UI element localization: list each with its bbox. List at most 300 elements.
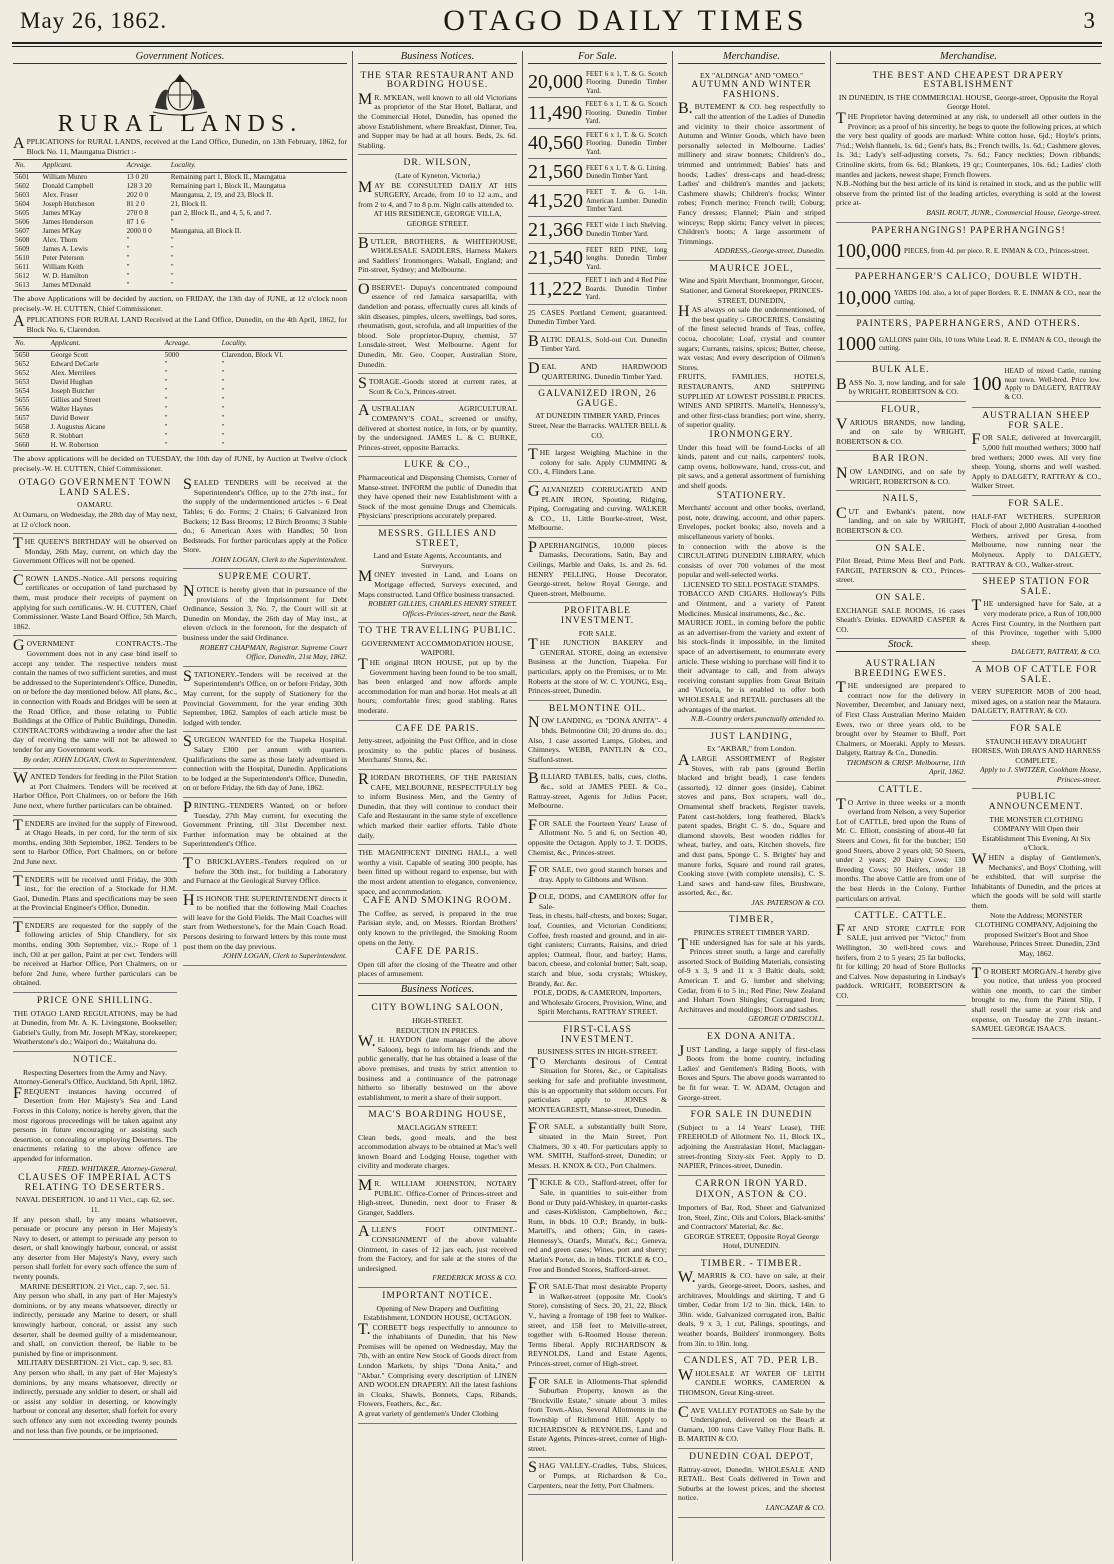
ad-body: In connection with the above is the CIRCULATING DUNEDIN LIBRARY, which consists of over 700 volumes of the most popular and well-selected works. (678, 541, 825, 580)
big-number-row (836, 331, 1101, 357)
cell-number: 5603 (15, 190, 30, 199)
column-government (8, 51, 352, 1561)
ad-fourteen-years-lease: FOR SALE the Fourteen Years' Lease of Allotment No. 5 and 6, on Section 40, opposite the Octagon. Apply to J. T. DODS, Chemist, &c., Princes-street. (528, 816, 667, 862)
ad-heading: IMPORTANT NOTICE. (382, 1290, 493, 1301)
table-row (13, 432, 347, 441)
ad-signature: LANCAZAR & CO. (765, 1502, 825, 1512)
ad-pilot-station: WANTED Tenders for feeding in the Pilot Station at Port Chalmers. Tenders will be received at Harbor Office, Port Chalmers, on or before the 16th June next, where further particulars can be obtained. (13, 769, 177, 815)
table-row (13, 263, 347, 272)
cell-acreage: " (164, 395, 168, 404)
ad-subheading: GOVERNMENT ACCOMMODATION HOUSE, WAIPORI. (361, 638, 514, 658)
ad-cafe-de-paris (358, 721, 517, 770)
issue-date: May 26, 1862. (20, 8, 168, 33)
ad-subheading: Opening of New Drapery and Outfitting Establishment, LONDON HOUSE, OCTAGON. (363, 1303, 512, 1323)
cell-number: 5604 (15, 199, 30, 208)
ad-star-restaurant (358, 68, 517, 156)
cell-acreage: " (126, 244, 130, 253)
ad-body: (Subject to a 14 Years' Lease), THE FREEHOLD of Allotment No. 11, Block IX., adjoining the Australasian Hotel, Maclaggan-street-fronting Sixty-six Feet. Apply to D. NAPIER, Princes-street, Dunedin. (678, 1122, 825, 1171)
cell-applicant: James M'Kay (42, 226, 82, 235)
cell-applicant: Joseph Hutcheson (42, 199, 95, 208)
ad-signature: JOHN LOGAN, Clerk to Superintendent. (222, 951, 347, 961)
ad-heading: PAPERHANGER'S CALICO, DOUBLE WIDTH. (854, 272, 1083, 283)
ad-maurice-joel (678, 261, 825, 729)
ad-subheading: MILITARY DESERTION. 21 Vict., cap. 9, sec. 83. (17, 1358, 173, 1368)
ad-subheading: REDUCTION IN PRICES. (395, 1025, 480, 1035)
ad-heading: ON SALE. (875, 543, 926, 554)
ad-subheading: FOR SALE. (578, 628, 617, 638)
ad-body: AT DUNEDIN TIMBER YARD, Princes Street, Near the Barracks. WALTER BELL & CO. (528, 411, 667, 440)
section-heading-merchandise-2: Merchandise. (836, 52, 1101, 64)
ad-belmontine-oil (528, 701, 667, 770)
cell-number: 5605 (15, 208, 30, 217)
ad-sealed-tenders (183, 475, 347, 569)
cell-acreage: " (164, 368, 168, 377)
section-heading-business-notices: Business Notices. (358, 985, 517, 997)
ad-heading: PUBLIC ANNOUNCEMENT. (988, 792, 1084, 813)
ad-heading: SUPREME COURT. (218, 572, 312, 583)
ad-body: Rattray-street, Dunedin. WHOLESALE AND RETAIL. Best Coals delivered in Town and Suburbs at the lowest prices, and the shortest notice. (678, 1464, 825, 1503)
applications-table-clarendon (13, 337, 347, 451)
ad-supreme-court (183, 569, 347, 666)
ad-subheading: HIGH-STREET. (412, 1016, 463, 1026)
col-header-locality: Locality. (220, 338, 347, 351)
ad-body: W.H. HAYDON (late manager of the above Saloon), begs to inform his friends and the public generally, that he has obtained a lease of the above premises, and trusts by strict attention to business and a continuance of the patronage hitherto so liberally bestowed on the above establishment, to merit a share of their support. (358, 1033, 517, 1102)
ad-subheading: Wine and Spirit Merchant, Ironmonger, Grocer, Stationer, and General Storekeeper, PRINCES-STREET, DUNEDIN, (679, 276, 824, 305)
timber-listing (528, 159, 667, 186)
ad-body: WHOLESALE AT WATER OF LEITH CANDLE WORKS, CAMERON & THOMSON, Great King-street. (678, 1366, 825, 1397)
ad-heading: TIMBER, (728, 915, 775, 926)
ad-signature: Note the Address; MONSTER CLOTHING COMPANY, Adjoining the proposed Switzer's Boot and Shoe Warehouse, Princes Street. Dunedin, 23rd May, 1862. (972, 910, 1100, 958)
ad-body: Pilot Bread, Prime Mess Beef and Pork. FARGIE, PATERSON & CO., Princes-street. (836, 556, 966, 585)
ad-subheading: LICENSED TO SELL POSTAGE STAMPS. (683, 579, 820, 589)
col-header-applicant: Applicant. (49, 338, 163, 351)
table-row (13, 423, 347, 432)
ad-subheading: PRINCES STREET TIMBER YARD. (693, 928, 810, 938)
cell-applicant: W. D. Hamilton (42, 271, 89, 280)
rural-lands-intro-clarendon: APPLICATIONS FOR RURAL LAND Received at the Land Office, Dunedin, on the 4th April, 1862, for Block No. 6, Clarendon. (13, 313, 347, 334)
ad-carron-iron-yard (678, 1176, 825, 1256)
ad-body: MAY BE CONSULTED DAILY AT HIS SURGERY, Arcade, from 10 to 12 a.m., and from 2 to 4, and 7 to 8 p.m. Night calls attended to. (358, 178, 517, 209)
ad-signature: Apply to J. SWITZER, Cookham House, Princes-street. (979, 765, 1101, 784)
ad-subheading: OAMARU. (77, 500, 113, 510)
ad-painters (836, 316, 1101, 363)
timber-description: FEET wide 1 inch Shelving. Dunedin Timber Yard. (586, 221, 667, 238)
ad-heading: CAFE DE PARIS. (395, 947, 480, 958)
ad-bar-iron (836, 451, 966, 491)
timber-listing (528, 244, 667, 275)
timber-quantity: 21,366 (528, 218, 583, 241)
cell-acreage: " (164, 431, 168, 440)
ad-half-fat-wethers (972, 496, 1102, 574)
ad-city-bowling-saloon (358, 1000, 517, 1107)
ad-heading: STATIONERY. (716, 490, 787, 501)
ad-body: FREQUENT instances having occurred of Desertion from Her Majesty's Sea and Land Forces in this Colony, notice is hereby given, that the most rigorous proceedings will be taken against any persons in future encouraging or assisting such desertion, or concealing or employing Deserters. The enactments relating to the above offence are appended for information. (13, 1084, 177, 1163)
cell-locality: " (221, 422, 225, 431)
ad-paperhangings-inman (836, 223, 1101, 270)
big-number-text: YARDS 10d. also, a lot of paper Borders. R. E. INMAN & CO., near the cutting. (894, 289, 1101, 306)
ad-breeding-ewes (836, 656, 966, 782)
ad-fat-store-cattle (836, 908, 966, 1005)
ad-freehold-dunedin (678, 1107, 825, 1176)
ad-body: CUT and Ewbank's patent, now landing, and on sale by WRIGHT, ROBERTSON & CO. (836, 504, 966, 535)
ad-signature: N.B.-Country orders punctually attended to. (690, 714, 825, 724)
ad-galvanized-iron (528, 386, 667, 445)
cell-applicant: William Munro (42, 172, 88, 181)
table-row (13, 236, 347, 245)
col-header-no: No. (13, 160, 41, 173)
ad-heading: A MOB OF CATTLE FOR SALE. (975, 664, 1098, 685)
ad-profitable-investment (528, 603, 667, 700)
ad-body: A great variety of gentlemen's Under Clothing (358, 1409, 499, 1419)
ad-signature: JAS. PATERSON & CO. (751, 897, 825, 907)
ad-autumn-fashions (678, 68, 825, 261)
cell-acreage: 13 0 20 (126, 172, 149, 181)
ad-body: MAURICE JOEL, in coming before the public as an advertiser-from the variety and extent of his stock-finds it impossible, in the limited space of an advertisement, to enumerate every article. These wishing to purchase will find it to their advantage to call, and from always receiving constant supplies from Great Britain and Victoria, he is enabled to offer both WHOLESALE and RETAIL purchasers all the advantages of the market. (678, 618, 825, 714)
ad-body: Teas, in chests, half-chests, and boxes; Sugar, loaf, Counties, and Victorian Conditions; Coffee, fresh roasted and ground, and in air-tight canisters; Currants, Raisins, and dried apples; Oatmeal, flour, and barley; Hams, bacon, cheese, and colonial butter; Salt, soap, starch and blue, soda crystals; Whiskey, Brandy, &c. &c. (528, 911, 667, 988)
cell-locality: 21, Block II. (170, 199, 208, 208)
ad-heading: FOR SALE IN DUNEDIN (690, 1110, 813, 1121)
ad-body: BASS No. 3, now landing, and for sale by WRIGHT, ROBERTSON & CO. (836, 375, 966, 397)
cell-applicant: Donald Campbell (42, 181, 94, 190)
ad-heading: PAPERHANGINGS! PAPERHANGINGS! (871, 225, 1066, 236)
cell-locality: " (220, 441, 347, 451)
ad-mixed-cattle (972, 362, 1102, 408)
table-row (13, 378, 347, 387)
ad-heading: CITY BOWLING SALOON, (371, 1003, 504, 1014)
col-header-acreage: Acreage. (163, 338, 220, 351)
cell-applicant: James M'Donald (41, 281, 125, 291)
ad-nails (836, 491, 966, 540)
ad-heading: ON SALE. (875, 592, 926, 603)
cell-locality: " (170, 271, 174, 280)
ad-body: FOR SALE, delivered at Invercargill, 5,000 full mouthed wethers; 3000 half bred wethers; 2000 ewes. All very fine sheep. Young, shorns and well washed. Apply to DALGETY, RATTRAY & CO., Walker Street. (971, 431, 1101, 491)
ad-body: FRUITS, FAMILIES, HOTELS, RESTAURANTS, AND SHIPPING SUPPLIED AT LOWEST POSSIBLE PRICES. WINES AND SPIRITS. Martell's, Hennessy's, and other first-class brandies; port wine, sherry, of superior quality. (678, 372, 825, 430)
ad-signature: ROBERT GILLIES, CHARLES HENRY STREET. Offices-Princes-street, near the Bank. (368, 599, 517, 618)
ad-body: TO Arrive in three weeks or a month overland from Nelson, a very Superior Lot of CATTLE, bred upon the Runs of Mr. C. Elliott, consisting of about-40 fat Steers and Cows, fit for the butcher; 150 good Steers, above 2 years old; 50 Steers, under 2 years; 20 Dairy Cows; 130 Breeding Cows; 50 Heifers, under 18 months. The above Cattle are from one of the best Herds in the Colony. Further particulars on arrival. (836, 795, 966, 903)
ad-cave-valley-potatoes: CAVE VALLEY POTATOES on Sale by the Undersigned, delivered on the Beach at Oamaru, 100 tons Cave Valley Flour Balls. R. B. MARTIN & CO. (678, 1403, 825, 1449)
ad-heading: EX DONA ANITA. (707, 1032, 796, 1042)
cell-applicant: William Keith (42, 262, 84, 271)
ad-heading: OTAGO GOVERNMENT TOWN LAND SALES. (18, 478, 172, 498)
ad-subheading: AT HIS RESIDENCE, GEORGE VILLA, GEORGE STREET. (373, 209, 502, 228)
ad-signature: ADDRESS,-George-street, Dunedin. (714, 246, 825, 256)
ad-weighing-machine: THE largest Weighing Machine in the colony for sale. Apply CUMMING & CO., 4, Flinders Lane. (528, 445, 667, 482)
timber-listing (528, 217, 667, 244)
cell-applicant: Edward DeCarle (50, 359, 99, 368)
ad-bricklayers: TO BRICKLAYERS.-Tenders required on or before the 30th inst., for building a Laboratory and Furnace at the Geological Survey Office. (183, 854, 347, 891)
ad-town-land-sales (13, 475, 177, 534)
cell-applicant: David Hughan (50, 377, 93, 386)
timber-quantity: 11,222 (528, 277, 583, 300)
col5-right (972, 362, 1102, 1038)
ad-sheep-station (972, 574, 1102, 662)
ad-luke-co (358, 457, 517, 526)
ad-pole-dods-cameron (528, 889, 667, 1022)
ad-baltic-deals: BALTIC DEALS, Sold-out Cut. Dunedin Timber Yard. (528, 332, 667, 359)
ad-firewood: TENDERS are invited for the supply of Firewood, at Otago Heads, in per cord, for the term of six months, ending 30th September, 1862. Tenders to be sent to Harbor Office, Port Chalmers, on or before 2nd June next. (13, 816, 177, 872)
cell-acreage: " (126, 262, 130, 271)
cell-locality: " (169, 281, 347, 291)
cell-number: 5613 (13, 281, 41, 291)
cell-number: 5607 (15, 226, 30, 235)
big-number-text: GALLONS paint Oils, 10 tons White Lead. R. E. INMAN & CO., through the cutting. (879, 335, 1101, 353)
ad-tickle-co: TICKLE & CO., Stafford-street, offer for Sale, in quantities to suit-either from Bond or Duty paid-Whiskey, in quarter-casks and cases-Kirkliston, Campbeltown, &c.; Rum, in bbds. 10 O.P.; Brandy, in bulk-Martell's, and others; Gin, in cases-Hennessy's, Otard's, Murat's, &c.; Geneva, red and green cases; Wines, port and sherry; Marlin's Porter, do. in bhds. TICKLE & CO., Free and Bonded Stores, Stafford-street. (528, 1175, 667, 1279)
rural-lands-intro: APPLICATIONS for RURAL LANDS, received at the Land Office, Dunedin, on 13th February, 1862, for Block No. 11, Maungatua District :- (13, 135, 347, 156)
cell-acreage: " (164, 422, 168, 431)
ad-body: ALLEN'S FOOT OINTMENT.-CONSIGNMENT of the above valuable Ointment, in cases of 12 jars each, just received from the Factory, and for sale at the stores of the undersigned. (358, 1223, 517, 1273)
table-row (13, 209, 347, 218)
ad-allens-ointment (358, 1222, 517, 1288)
table-row (13, 387, 347, 396)
ad-william-johnston: MR. WILLIAM JOHNSTON, NOTARY PUBLIC. Office-Corner of Princes-street and High-street, Dunedin, next door to Fraser & Granger, Saddlers. (358, 1176, 517, 1222)
section-heading-merchandise: Merchandise. (678, 52, 825, 64)
big-number: 1000 (836, 333, 876, 356)
timber-listing (528, 274, 667, 305)
ad-body: HALF-FAT WETHERS. SUPERIOR Flock of about 2,000 Australian 4-toothed Wethers, arrived per Gresa, from Melbourne, now running near the Molyneux. Apply to DALGETY, RATTRAY & CO., Walker-street. (971, 511, 1101, 569)
ad-body: WHEN a display of Gentlemen's, Mechanics', and Boys' Clothing, will be exhibited, that will surprise the Inhabitants of Dunedin, and the prices at which the goods will be sold will startle them. (971, 851, 1101, 910)
cell-number: 5610 (15, 253, 30, 262)
cell-acreage: " (126, 235, 130, 244)
timber-description: FEET RED PINE, long lengths. Dunedin Timber Yard. (586, 245, 667, 271)
ad-subheading: MARINE DESERTION. 21 Vict., cap. 7, sec. 51. (20, 1281, 170, 1291)
ad-observe: OBSERVE!- Dupuy's concentrated compound essence of red Jamaica sarsaparilla, with dandelion and potass, effectually cures all kinds of skin diseases, pimples, ulcers, swellings, bad sores, rheumatism, gout, scrofula, and all impurities of the blood. Sole proprietor-Dupuy, chemist, 57 Lonsdale-street, West Melbourne. Agent for Dunedin, Mr. Geo. Cooper, Australian Store, Dunedin. (358, 280, 517, 374)
ad-body: T.CORBETT begs respectfully to announce to the inhabitants of Dunedin, that his New Premises will be opened on Wednesday, May the 7th, with an entire New Stock of Goods direct from London Markets, by ships "Dona Anita," and "Akbar." Comprising every description of LINEN AND WOOLEN DRAPERY. All the latest fashions in Cloaks, Shawls, Bonnets, Caps, Ribands, Flowers, Feathers, &c., &c. (358, 1320, 517, 1409)
ad-body: THE original IRON HOUSE, put up by the Government having been found to be too small, has been enlarged and now affords ample accommodation for man and horse. Hot meals at all hours; comfortable fires; good stabling. Rates moderate. (358, 656, 517, 716)
table-row (13, 182, 347, 191)
cell-number: 5653 (15, 377, 30, 386)
ad-heading: BELMONTINE OIL. (548, 703, 647, 714)
ad-macs-boarding-house (358, 1107, 517, 1176)
ad-robert-morgan-notice: TO ROBERT MORGAN.-I hereby give you notice, that unless you proceed within one month, to cart the timber brought to me, from the Patent Slip, I shall resell the same at your risk and expense, on Tuesday the 27th instant.-SAMUEL GEORGE ISAACS. (972, 964, 1102, 1039)
ad-just-landing (678, 729, 825, 913)
ad-body: THE MAGNIFICENT DINING HALL, a well worthy a visit. Capable of seating 300 people, has been fitted up without regard to expense, but with the most ardent attention to elegance, convenience, space, and accommodation. (358, 848, 517, 896)
ad-body: HAS always on sale the undermentioned, of the best quality :- GROCERIES. Consisting of the finest selected brands of Teas, coffee, cocoa, chocolate; Loaf, crystal and counter sugars; Currants, raisins, spices; Butter, cheese, wax vestas; And every description of Oilmen's Stores. (678, 303, 825, 372)
ad-body: Open till after the closing of the Theatre and other places of amusement. (358, 959, 517, 979)
ad-flour (836, 402, 966, 451)
cell-locality: " (170, 244, 174, 253)
ad-body: TOBACCO AND CIGARS. Holloway's Pills and Ointment, and a variety of Patent Medicines. Musical instruments, &c., &c. (678, 589, 825, 618)
timber-description: FEET 6 x 1, T. & G. Scotch Flooring. Dunedin Timber Yard. (586, 130, 667, 156)
ad-body: THE undersigned has for sale at his yards, Princes street south, a large and carefully assorted Stock of Building Materials, consisting of-9 x 3, 9 and 11 x 3 Baltic deals, sold; American T. and G. lumber and shelving; Cedar, from 6 to 5 in.; Red Pine; New Zealand and Hobart Town Shingles; Corrugated Iron; Architraves and mouldings; Doors and sashes. (678, 935, 825, 1014)
cell-applicant: Alex. Thom (42, 235, 78, 244)
ad-australian-sheep (972, 408, 1102, 496)
cell-number: 5659 (15, 431, 30, 440)
section-heading-government: Government Notices. (13, 52, 347, 64)
ad-body: THE MONSTER CLOTHING COMPANY Will Open their Establishment This Evening, At Six o'Clock. (982, 814, 1091, 853)
col-header-locality: Locality. (169, 160, 347, 173)
section-heading-business: Business Notices. (358, 52, 517, 64)
ad-body: NOTICE is hereby given that in pursuance of the provisions of the Imprisonment for Debt Ordinance, Session 3, No. 7, the Court will sit at Dunedin on Monday, the 26th day of May inst., at eleven o'clock in the forenoon, for the despatch of business under the said Ordinance. (183, 583, 347, 643)
cell-acreage: 5000 (164, 350, 179, 359)
ad-body: The Coffee, as served, is prepared in the true Parisian style, and, on Messrs. Riordan Brothers' only known to the privileged, the Smoking Room opens on the Jetty. (358, 908, 517, 947)
ad-heading: PROFITABLE INVESTMENT. (560, 606, 635, 627)
ad-body: W.MARRIS & CO. have on sale, at their yards, George-street, Doors, sashes, and architraves, Mouldings and skirting, T and G timber, Cedar from 1/2 to 3in. thick, 14in. to 30in. wide, Galvanized corrugated iron, Baltic deals, 9 x 3, 1 cut, Palings, spoutings, and weather boards, Builders' ironmongery. Bolts from 3in. to 18in. long. (678, 1269, 825, 1348)
ad-body: ALARGE ASSORTMENT of Register Stoves, with rab pans (ground Berlin blacked and bright bead), 1 case fenders (assorted), 12 dinner goes (inside), Cabinet stoves and pans, Box scrapers, wall do., Ornamental shelf brackets, Register travels, Patent cast-holders, long feathered, Black's patent spades, Bright C. S. do., Square and diamond shovels, Best wooden riddles for wheat, barley, and oats, Kitchen shovels, fire and dust pans, Sponge C. S. Brights' hay and manure forks, Square and round rail grates, Cooking stove (with complete utensils), C. S. Land saws and hand-saw files, Brushware, assorted, &c., &c. (678, 751, 825, 898)
column-merchandise (672, 51, 830, 1561)
cell-applicant: James A. Lewis (42, 244, 88, 253)
ad-heading: FOR SALE (1009, 723, 1063, 734)
cell-applicant: Gillies and Street (50, 395, 101, 404)
ad-queens-birthday: THE QUEEN'S BIRTHDAY will be observed on Monday, 26th May, current, on which day the Government Offices will not be opened. (13, 534, 177, 571)
cell-number: 5652 (15, 359, 30, 368)
ad-princes-street-timber (678, 912, 825, 1029)
table1-note: The above Applications will be decided by auction, on FRIDAY, the 13th day of JUNE, at 12 o'clock noon precisely.-W. H. CUTTEN, Chief Commissioner. (13, 293, 347, 313)
cell-locality: Remaining part 1, Block II., Maungatua (170, 181, 286, 190)
ad-heading: AUTUMN AND WINTER FASHIONS. (691, 80, 812, 100)
timber-listing (528, 68, 667, 99)
ad-heading: BAR IRON. (872, 454, 929, 465)
page-number: 3 (1083, 8, 1096, 33)
ad-bulk-ale (836, 362, 966, 402)
ad-brockville-estate: FOR SALE in Allotments-That splendid Suburban Property, known as the "Brockville Estate," situate about 3 miles from Town.-Also, Several Allotments in the Township of Richmond Hill. Apply to RICHARDSON & REYNOLDS, Land and Estate Agents, Princes-street, corner of High-street. (528, 1374, 667, 1459)
timber-quantity: 41,520 (528, 189, 583, 212)
ad-heading: MAURICE JOEL, (709, 263, 794, 274)
table-row (13, 227, 347, 236)
table-row (13, 245, 347, 254)
ad-body: B.BUTEMENT & CO. beg respectfully to call the attention of the Ladies of Dunedin and vicinity to their choice assortment of Autumn and Winter Goods, which have been personally selected in Melbourne. Ladies' millinery and straw bonnets; Children's do., trimmed and untrimmed; Babies' hats and hoods; Ladies' dress-caps and head-dress; Ladies' and children's mantles and jackets; Cashmere shawls; Children's frocks; Winter robes; French merino; French twill; Coburg; Fancy dresses; Flannel; Plain and striped winceys; Repp skirts; Fancy velvet in pieces; Children's boots; A large assortment of Trimmings. (678, 100, 825, 246)
ad-heading: CARRON IRON YARD. (695, 1178, 808, 1189)
column-for-sale (522, 51, 672, 1561)
table-row (13, 350, 347, 360)
ad-coal-depot (678, 1449, 825, 1518)
ad-commercial-house (836, 68, 1101, 223)
ad-heading: MAC'S BOARDING HOUSE, (368, 1110, 507, 1121)
big-number-text: PIECES, from 4d. per piece. R. E. INMAN & CO., Princes-street. (904, 246, 1090, 255)
ad-heading: NAILS, (882, 494, 919, 505)
ad-subheading: Ex "AKBAR," from London. (706, 744, 797, 754)
ad-body: FAT AND STORE CATTLE FOR SALE, just arrived per "Victor," from Wellington, 30 well-bred cows and heifers, from 2 to 5 years; 25 fat bullocks, fit for killing; 20 head of Store Bullocks and Calves. Now depasturing in Lindsay's paddock. WRIGHT, ROBERTSON & CO. (836, 921, 966, 1000)
ad-billiard-tables: BILLIARD TABLES, balls, cues, cloths, &c., sold at JAMES PEEL & Co., Rattray-street, Agents for Julius Pacer, Melbourne. (528, 769, 667, 815)
cell-locality: " (170, 217, 174, 226)
ad-heading: TIMBER. - TIMBER. (700, 1258, 803, 1269)
ad-subheading: NAVAL DESERTION. 10 and 11 Vict., cap. 62, sec. 11. (15, 1195, 175, 1214)
ad-body: Clean beds, good meals, and the best accommodation always to be obtained at Mac's well known Board and Lodging House, together with civility and moderate charges. (358, 1132, 517, 1171)
applications-table-maungatua (13, 159, 347, 291)
ad-paperhangers-calico (836, 269, 1101, 316)
ad-body: VARIOUS BRANDS, now landing, and on sale by WRIGHT, ROBERTSON & CO. (836, 415, 966, 446)
ad-body: EXCHANGE SALE ROOMS, 16 cases Sheath's Drinks. EDWARD CASPER & CO. (836, 605, 966, 634)
cell-number: 5655 (15, 395, 30, 404)
ad-subheading: GEORGE STREET, Opposite Royal George Hotel, DUNEDIN. (683, 1231, 820, 1251)
table-row (13, 254, 347, 263)
timber-description: FEET 6 x 1, T. & G. Scotch Flooring. Dunedin Timber Yard. (585, 100, 667, 126)
ad-body: THE Proprietor having determined at any risk, to undersell all other outlets in the Province; as a proof of his sincerity, he begs to quote the following prices, at which the very best quality of goods are marked: White cotton hose, 6jd.; Hoyle's prints, 7½d.; Welsh flannels, 1s. 6d.; Gent's hats, 8s.; French twills, 1s. 6d.; Cashmere gloves, 1s. 3d.; Lady's self-adjusting corsets, 7s. 6d.; Fancy neckties; Down ribbands; Crinoline skirts, from 6s. 6d.; Blankets, 19 qr.; Counterpanes, 10s. 6d.; Ladies' cloth mantles and jackets, newest shape; French flowers. (836, 109, 1101, 179)
ad-body: STAUNCH HEAVY DRAUGHT HORSES, With DRAYS AND HARNESS COMPLETE. (971, 736, 1101, 765)
cell-acreage: 202 0 0 (126, 190, 149, 199)
ad-signature: FRED. WHITAKER, Attorney-General. (57, 1163, 177, 1173)
cell-acreage: 81 2 0 (126, 199, 145, 208)
timber-quantity: 20,000 (528, 71, 583, 94)
timber-listing (528, 186, 667, 217)
ad-portland-cement: 25 CASES Portland Cement, guaranteed. Dunedin Timber Yard. (528, 305, 667, 332)
table-row (13, 281, 347, 291)
ad-signature: ROBERT CHAPMAN, Registrar. Supreme Court Office, Dunedin, 21st May, 1862. (199, 642, 347, 662)
cell-number: 5658 (15, 422, 30, 431)
ad-body: JUST Landing, a large supply of first-class Boots from the home country, including Ladies' and Gentlemen's Riding Boots, with Boxes and Spurs. The above goods warranted to be fit for wear. T. W. ADAM, Octagon and George-street. (678, 1042, 825, 1102)
ad-horses-dray: FOR SALE, two good staunch horses and dray. Apply to Gibbons and Wilson. (528, 862, 667, 889)
big-number-text: HEAD of mixed Cattle, running near town. Well-bred. Price low. Apply to DALGETY, RATTRAY & CO. (1004, 367, 1101, 401)
ad-heading: SHEEP STATION FOR SALE. (982, 577, 1091, 597)
ad-walker-street-property: FOR SALE-That most desirable Property in Walker-street (opposite Mr. Cook's Store), consisting of Secs. 20, 21, 22, Block V., having a frontage of 198 feet to Walker-street, and 158 feet to Melville-street, together with 6-Roomed House thereon. Terms liberal. Apply RICHARDSON & REYNOLDS, Land and Estate Agents, Princes-street, corner of High-street. (528, 1279, 667, 1373)
ad-storage: STORAGE.-Goods stored at current rates, at Scott & Co.'s, Princes-street. (358, 374, 517, 401)
ad-body: VERY SUPERIOR MOB of 200 head, mixed ages, on a station near the Mataura. DALGETY, RATTRAY, & CO. (971, 687, 1101, 716)
ad-heading: TO THE TRAVELLING PUBLIC. (358, 626, 517, 637)
ad-body: SEALED TENDERS will be received at the Superintendent's Office, up to the 27th inst., for the supply of the undermentioned articles :- 6 Deal Tables; 6 do. Forms; 2 Chairs; 6 Galvanized Iron Buckets; 12 Bass Brooms; 12 Birch Brooms; 3 Stable do.; 6 American Axes with Handles; 50 Iron Bedsteads. For further particulars apply at the Police Store. (183, 476, 347, 555)
cell-acreage: " (126, 253, 130, 262)
cell-number: 5652 (15, 368, 30, 377)
ad-draught-horses (972, 721, 1102, 790)
timber-quantity: 21,540 (528, 247, 583, 270)
ad-signature: POLE, DODS, & CAMERON, Importers, and Wholesale Grocers, Provision, Wine, and Spirit Merchants, RATTRAY STREET. (528, 988, 667, 1017)
section-heading-stock: Stock. (836, 640, 966, 652)
timber-yard-listings (528, 68, 667, 305)
cell-number: 5611 (15, 262, 30, 271)
ad-heading: DIXON, ASTON & CO. (695, 1190, 808, 1201)
ad-signature: JOHN LOGAN, Clerk to the Superintendent. (211, 554, 347, 564)
timber-description: FEET 1 inch and 4 Red Pine Boards. Dunedin Timber Yard. (585, 276, 667, 302)
ad-travelling-public (358, 623, 517, 720)
col-header-applicant: Applicant. (41, 160, 125, 173)
ad-signature: GEORGE O'DRISCOLL. (748, 1014, 825, 1024)
ad-heading: CATTLE. CATTLE. (854, 911, 948, 922)
ad-heading: PAINTERS, PAPERHANGERS, AND OTHERS. (856, 318, 1081, 329)
cell-number: 5606 (15, 217, 30, 226)
col-header-no: No. (13, 338, 49, 351)
cell-locality: " (170, 235, 174, 244)
cell-locality: Remaining part 1, Block II., Maungatua (170, 172, 286, 181)
cell-locality: " (221, 377, 225, 386)
cell-acreage: " (125, 281, 169, 291)
newspaper-title: OTAGO DAILY TIMES (443, 4, 808, 37)
ad-heading: PRICE ONE SHILLING. (36, 996, 154, 1007)
ad-corrugated-iron: GALVANIZED CORRUGATED AND PLAIN IRON, Spouting, Ridging, Piping, Corrugating and curving. WALKER & CO., 11, Little Bourke-street, West, Melbourne. (528, 482, 667, 538)
cell-acreage: " (164, 377, 168, 386)
rural-lands-title: RURAL LANDS. (57, 110, 303, 137)
table-row (13, 405, 347, 414)
cell-locality: " (170, 253, 174, 262)
ad-heading: CAFE AND SMOKING ROOM. (363, 896, 512, 907)
cell-applicant: Alex. Fraser (42, 190, 79, 199)
ad-riordan-brothers: RIORDAN BROTHERS, OF THE PARISIAN CAFE, MELBOURNE, RESPECTFULLY beg to inform Business Men, and the Gentry of Dunedin, that they will continue to conduct their Cafe and Restaurant in the same style of excellence which marked their earlier efforts. Table d'hote daily. (358, 770, 517, 845)
ad-body: Any person who shall, in any part of Her Majesty's dominions, by any means whatsoever, directly or indirectly, persuade any soldier to desert, or shall aid or assist any soldier in deserting, or knowingly harbour or conceal any deserter, shall forfeit for every such offence any sum not exceeding twenty pounds and not less than five pounds, or be imprisoned. (13, 1368, 177, 1435)
timber-description: FEET 6 x 1, T. & G. Scotch Flooring. Dunedin Timber Yard. (586, 69, 667, 95)
column-business (352, 51, 522, 1561)
ad-land-regulations (13, 993, 177, 1052)
table-row (13, 441, 347, 451)
ad-heading: DR. WILSON, (403, 158, 472, 169)
ad-government-contracts (13, 636, 177, 769)
ad-gillies-street (358, 526, 517, 623)
section-heading-for-sale: For Sale. (528, 52, 667, 64)
ad-dr-wilson (358, 155, 517, 233)
ad-signature: By order, JOHN LOGAN, Clerk to Superintendent. (23, 754, 177, 764)
ad-body: HIS HONOR THE SUPERINTENDENT directs it to be notified that the following Mail Coaches will leave for the Gold Fields. The Mail Coaches will start from Wetherstone's, for the Main Coach Road. Persons desiring to forward letters by this route must post them on the day previous. (183, 891, 347, 951)
ad-heading: NOTICE. (72, 1055, 118, 1065)
ad-body: POLE, DODS, and CAMERON offer for Sale- (528, 890, 667, 911)
timber-quantity: 11,490 (528, 101, 583, 124)
big-number: 10,000 (836, 286, 891, 309)
big-number: 100,000 (836, 240, 901, 263)
timber-listing (528, 129, 667, 160)
ad-heading: LUKE & CO., (404, 460, 471, 471)
ad-heading: CLAUSES OF IMPERIAL ACTS RELATING TO DESERTERS. (18, 1173, 172, 1193)
ad-heading: THE BEST AND CHEAPEST DRAPERY ESTABLISHMENT (872, 70, 1065, 91)
ad-agricultural-coal: AUSTRALIAN AGRICULTURAL COMPANY'S COAL, screened or unsifty, delivered at shortest notice, in lots, or by quantity, by the undersigned. JAMES L. & C. BURKE, Princes-street, opposite Barracks. (358, 401, 517, 457)
ad-heading: FIRST-CLASS INVESTMENT. (560, 1025, 635, 1045)
col5-left (836, 362, 966, 1038)
cell-applicant: R. Stobbart (50, 431, 84, 440)
cell-acreage: " (164, 413, 168, 422)
